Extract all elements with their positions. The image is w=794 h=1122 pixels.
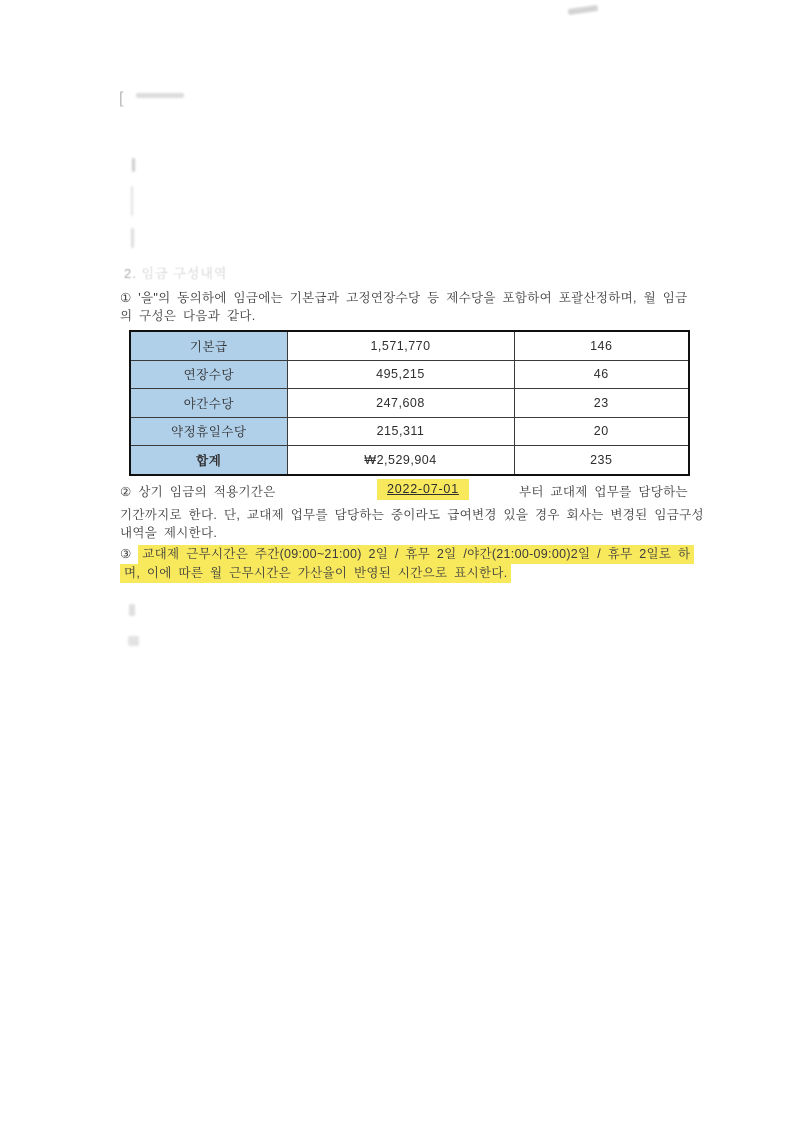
scan-smudge-top-right xyxy=(568,5,599,15)
clause-1-line-1 xyxy=(120,289,687,307)
section-title-faded: 임금 구성내역 xyxy=(141,266,228,281)
clause-3-line-1 xyxy=(120,545,694,563)
row-amount: 495,215 xyxy=(287,360,514,389)
clause-2-line-3: 내역을 제시한다. xyxy=(120,526,218,540)
scan-smudge-margin xyxy=(129,604,135,616)
clause-3-line-2 xyxy=(120,564,511,582)
row-label: 야간수당 xyxy=(130,389,287,418)
row-hours: 20 xyxy=(514,417,689,446)
table-row-night-allowance xyxy=(130,389,689,418)
clause-2-line-2: 기간까지로 한다. 단, 교대제 업무를 담당하는 중이라도 급여변경 있을 경우 회사는 변경된 임금구성 xyxy=(120,508,704,522)
application-date-highlighted: 2022-07-01 xyxy=(377,479,469,500)
clause-3-highlight-1: 교대제 근무시간은 주간(09:00~21:00) 2일 / 휴무 2일 /야간(21:00-09:00)2일 / 휴무 2일로 하 xyxy=(138,545,694,564)
row-hours: 146 xyxy=(514,331,689,360)
row-label: 합계 xyxy=(130,446,287,475)
row-label: 기본급 xyxy=(130,331,287,360)
scan-smudge-margin xyxy=(131,228,134,248)
row-amount: 247,608 xyxy=(287,389,514,418)
clause-2-suffix: 부터 교대제 업무를 담당하는 xyxy=(519,485,688,499)
section-heading-faded xyxy=(124,263,227,282)
clause-2-marker: ② xyxy=(120,485,132,499)
scan-smudge-margin xyxy=(128,636,139,646)
wage-composition-table xyxy=(129,330,690,476)
scan-smudge-margin xyxy=(132,158,135,172)
row-hours: 235 xyxy=(514,446,689,475)
clause-2-prefix-text: 상기 임금의 적용기간은 xyxy=(138,485,276,499)
table-row-total xyxy=(130,446,689,475)
clause-1-line-2: 의 구성은 다음과 같다. xyxy=(120,309,256,323)
table-row-base-pay xyxy=(130,331,689,360)
clause-1-marker: ① xyxy=(120,291,132,305)
table-row-contract-holiday-allowance xyxy=(130,417,689,446)
row-label: 연장수당 xyxy=(130,360,287,389)
row-amount: 215,311 xyxy=(287,417,514,446)
row-amount: 1,571,770 xyxy=(287,331,514,360)
row-hours: 23 xyxy=(514,389,689,418)
row-hours: 46 xyxy=(514,360,689,389)
clause-3-marker: ③ xyxy=(120,547,132,561)
clause-2-prefix xyxy=(120,483,276,501)
clause-1-text: '을"의 동의하에 임금에는 기본급과 고정연장수당 등 제수당을 포함하여 포괄산정하며, 월 임금 xyxy=(138,291,688,305)
section-number: 2. xyxy=(124,266,137,281)
clause-3-highlight-2: 며, 이에 따른 월 근무시간은 가산율이 반영된 시간으로 표시한다. xyxy=(120,564,511,583)
scan-smudge-margin xyxy=(131,186,133,216)
row-amount: ₩2,529,904 xyxy=(287,446,514,475)
scan-smudge-faded-text xyxy=(136,93,184,98)
table-row-overtime-allowance xyxy=(130,360,689,389)
faint-bracket-mark: [ xyxy=(119,90,124,107)
row-label: 약정휴일수당 xyxy=(130,417,287,446)
